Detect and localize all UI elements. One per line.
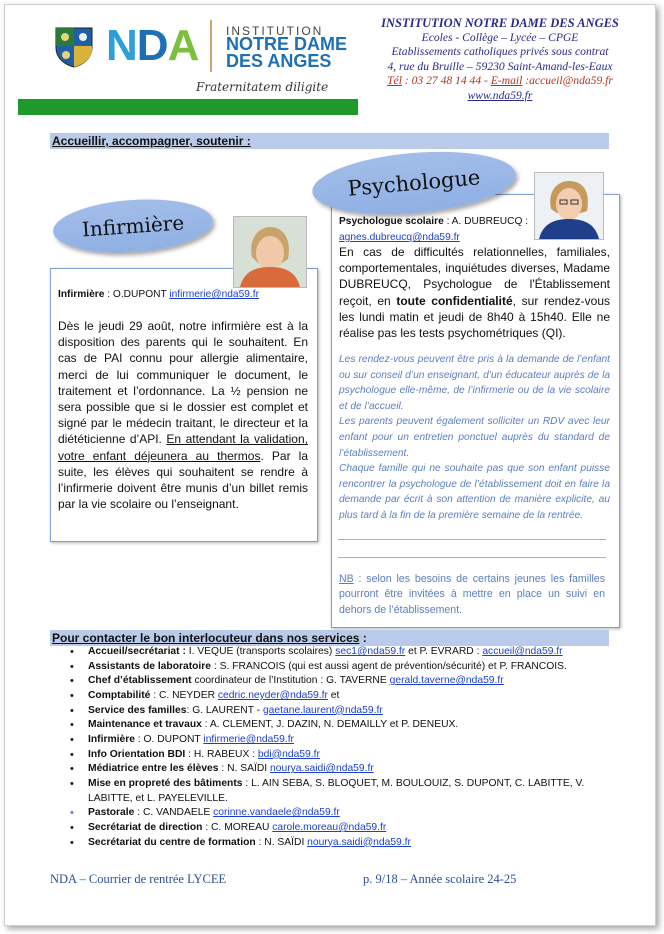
list-item: • Secrétariat de direction : C. MOREAU carole.moreau@nda59.fr <box>70 821 600 836</box>
info-paragraph: Les rendez-vous peuvent être pris à la demande de l’enfant ou sur conseil d’un enseignant, d’un éducateur auprès de la psychologue elle-même, de l’infirmerie ou de la vie scolaire et de l’accueil. <box>339 354 610 412</box>
divider <box>338 557 606 558</box>
list-item: • Secrétariat du centre de formation : N. SAÏDI nourya.saidi@nda59.fr <box>70 836 600 851</box>
nurse-role-label: Infirmière <box>58 289 105 300</box>
address-block <box>375 16 625 103</box>
nurse-body: Dès le jeudi 29 août, notre infirmière est à la disposition des parents qui le souhaitent. En cas de PAI connu pour allergie alimentaire, merci de lui communiquer le document, le traitement et l’ordonnance. La ½ pension ne sera possible que si le dossier est complet et signé par le médecin traitant, le directeur et la diététicienne d’API. En attendant la validation, votre enfant déjeunera au thermos. Par la suite, les élèves qui souhaitent se rendre à l’infirmerie doivent être munis d’un billet remis par la vie scolaire ou l’enseignant. <box>58 319 309 512</box>
logo-divider <box>210 20 212 72</box>
email-link[interactable]: infirmerie@nda59.fr <box>203 733 294 745</box>
green-bar <box>18 99 358 115</box>
logo-institution: INSTITUTION <box>226 24 324 38</box>
info-paragraph: Les parents peuvent également solliciter un RDV avec leur enfant pour un entretien ponctuel auprès du standard de l’établissement. <box>339 416 610 459</box>
email-link[interactable]: nourya.saidi@nda59.fr <box>270 763 374 775</box>
email-link[interactable]: cedric.neyder@nda59.fr <box>217 689 328 701</box>
nurse-role-name: : O.DUPONT <box>104 289 170 300</box>
psychologist-body: En cas de difficultés relationnelles, familiales, comportementales, inquiétudes diverses, Madame DUBREUCQ, Psychologue de l'Établissement reçoit, en toute confidentialité, sur rendez-vous les lundi matin et jeudi de 8h40 à 15h40. Elle ne réalise pas les tests psychométriques (QI). <box>339 245 610 341</box>
psychologist-role-name: : A. DUBREUCQ : <box>443 216 529 227</box>
email-link[interactable]: accueil@nda59.fr <box>482 646 563 657</box>
psychologist-oval-title: Psychologue <box>310 144 518 222</box>
list-item: • Mise en propreté des bâtiments : L. AIN SEBA, S. BLOQUET, M. BOULOUIZ, S. DUPONT, C. LABITTE, V. LABITTE, et L. PAYELEVILLE. <box>70 777 600 806</box>
logo-name: NOTRE DAME DES ANGES <box>226 34 347 71</box>
tel-label: Tél <box>387 74 402 87</box>
email-link[interactable]: carole.moreau@nda59.fr <box>272 821 387 833</box>
address-title: INSTITUTION NOTRE DAME DES ANGES <box>381 16 619 30</box>
list-item: • Comptabilité : C. NEYDER cedric.neyder@nda59.fr et <box>70 689 600 704</box>
address-line3: 4, rue du Bruille – 59230 Saint-Amand-les-Eaux <box>387 59 613 73</box>
contacts-list <box>70 645 600 850</box>
email-label: E-mail <box>490 74 523 87</box>
email-link[interactable]: sec1@nda59.fr <box>335 646 406 657</box>
nurse-email-link[interactable]: infirmerie@nda59.fr <box>169 289 259 300</box>
list-item: • Info Orientation BDI : H. RABEUX : bdi@nda59.fr <box>70 748 600 763</box>
email-value: :accueil@nda59.fr <box>522 74 613 87</box>
list-item: • Chef d’établissement coordinateur de l’Institution : G. TAVERNE gerald.taverne@nda59.fr <box>70 674 600 689</box>
psychologist-info <box>339 352 610 524</box>
divider <box>338 539 606 540</box>
info-paragraph: Chaque famille qui ne souhaite pas que son enfant puisse rencontrer la psychologue de l’établissement doit en faire la demande par écrit à son attention de manière explicite, au plus tard à la fin de la première semaine de la rentrée. <box>339 463 610 521</box>
section-title: Accueillir, accompagner, soutenir : <box>50 133 609 149</box>
email-link[interactable]: gaetane.laurent@nda59.fr <box>262 704 383 716</box>
nb-label: NB <box>339 573 354 585</box>
list-item: • Pastorale : C. VANDAELE corinne.vandaele@nda59.fr <box>70 806 600 821</box>
logo-nda: NDA <box>106 21 199 70</box>
contacts-title: Pour contacter le bon interlocuteur dans nos services : <box>50 630 609 646</box>
list-item: • Accueil/secrétariat : I. VEQUE (transports scolaires) sec1@nda59.fr et P. EVRARD : accueil@nda59.fr <box>70 645 600 660</box>
nurse-photo <box>233 216 307 288</box>
psychologist-note: NB : selon les besoins de certains jeunes les familles pourront être invitées à mettre en place un suivi en dehors de l’établissement. <box>339 573 605 616</box>
person-photo-icon <box>234 217 306 287</box>
address-contact <box>375 74 625 89</box>
email-link[interactable]: corinne.vandaele@nda59.fr <box>213 807 340 819</box>
nurse-oval-title: Infirmière <box>51 194 214 257</box>
email-link[interactable]: nourya.saidi@nda59.fr <box>307 836 411 848</box>
list-item: • Infirmière : O. DUPONT infirmerie@nda59.fr <box>70 733 600 748</box>
psychologist-contact <box>339 214 614 246</box>
list-item: • Maintenance et travaux : A. CLEMENT, J. DAZIN, N. DEMAILLY et P. DENEUX. <box>70 718 600 733</box>
email-link[interactable]: bdi@nda59.fr <box>257 748 320 760</box>
address-line2: Etablissements catholiques privés sous contrat <box>391 45 609 58</box>
psychologist-email-link[interactable]: agnes.dubreucq@nda59.fr <box>339 232 460 243</box>
nurse-contact <box>58 289 259 300</box>
footer-left: NDA – Courrier de rentrée LYCEE <box>50 872 227 886</box>
list-item: • Médiatrice entre les élèves : N. SAÏDI nourya.saidi@nda59.fr <box>70 762 600 777</box>
psychologist-role-label: Psychologue scolaire <box>339 216 444 227</box>
list-item: • Service des familles: G. LAURENT - gaetane.laurent@nda59.fr <box>70 704 600 719</box>
motto: Fraternitatem diligite <box>196 80 329 94</box>
footer-page-number: p. 9/18 – Année scolaire 24-25 <box>363 872 517 886</box>
tel-value: : 03 27 48 14 44 - <box>401 74 491 87</box>
crest-icon <box>54 26 94 68</box>
list-item: • Assistants de laboratoire : S. FRANCOIS (qui est aussi agent de prévention/sécurité) et P. FRANCOIS. <box>70 660 600 675</box>
website-link[interactable]: www.nda59.fr <box>467 88 533 102</box>
address-line1: Ecoles - Collège – Lycée – CPGE <box>421 30 579 44</box>
email-link[interactable]: gerald.taverne@nda59.fr <box>389 675 504 687</box>
